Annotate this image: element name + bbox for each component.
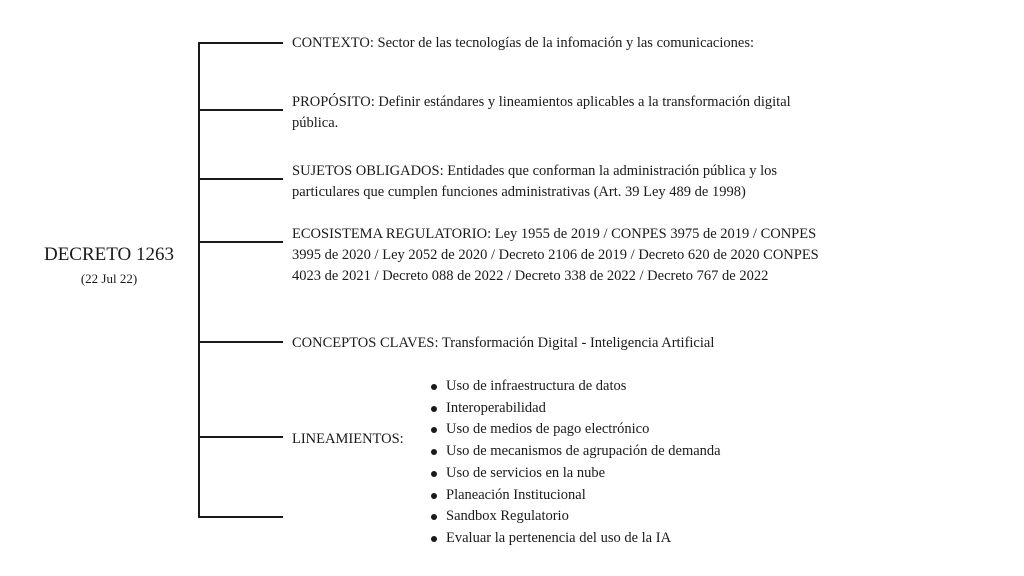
- decree-title-block: [30, 244, 188, 288]
- item-sujetos-obligados: [292, 161, 837, 203]
- item-ecosistema-regulatorio: [292, 224, 837, 287]
- list-item: Uso de mecanismos de agrupación de demanda: [430, 441, 721, 463]
- connector-line-proposito: [198, 109, 283, 111]
- lineamientos-list: [430, 376, 721, 550]
- item-text: Entidades que conforman la administración pública y los particulares que cumplen funciones administrativas (Art. 39 Ley 489 de 1998): [292, 163, 778, 200]
- list-item: Evaluar la pertenencia del uso de la IA: [430, 528, 721, 550]
- list-item: Uso de infraestructura de datos: [430, 376, 721, 398]
- item-label: ECOSISTEMA REGULATORIO:: [292, 226, 492, 242]
- item-contexto: [292, 33, 837, 54]
- item-lineamientos: [292, 429, 432, 450]
- list-item: Planeación Institucional: [430, 485, 721, 507]
- item-label: PROPÓSITO:: [292, 94, 375, 110]
- item-label: CONCEPTOS CLAVES:: [292, 335, 439, 351]
- item-proposito: [292, 92, 837, 134]
- item-label: LINEAMIENTOS:: [292, 431, 404, 447]
- item-text: Ley 1955 de 2019 / CONPES 3975 de 2019 / CONPES 3995 de 2020 / Ley 2052 de 2020 / Decreto 2106 de 2019 / Decreto 620 de 2020 CONPES 4023 de 2021 / Decreto 088 de 2022 / Decreto 338 de 2022 / Decreto 767 de 2022: [292, 226, 819, 284]
- list-item: Interoperabilidad: [430, 398, 721, 420]
- item-label: SUJETOS OBLIGADOS:: [292, 163, 444, 179]
- list-item: Uso de servicios en la nube: [430, 463, 721, 485]
- item-text: Sector de las tecnologías de la infomación y las comunicaciones:: [377, 35, 755, 51]
- connector-line-lineamientos: [198, 436, 283, 438]
- connector-line-ecosistema: [198, 241, 283, 243]
- bracket-vertical-line: [198, 42, 200, 518]
- connector-line-sujetos: [198, 178, 283, 180]
- list-item: Sandbox Regulatorio: [430, 506, 721, 528]
- item-text: Definir estándares y lineamientos aplicables a la transformación digital pública.: [292, 94, 791, 131]
- decree-date: (22 Jul 22): [80, 271, 138, 286]
- connector-line-bottom: [198, 516, 283, 518]
- list-item: Uso de medios de pago electrónico: [430, 419, 721, 441]
- item-text: Transformación Digital - Inteligencia Artificial: [441, 335, 715, 351]
- decree-title: DECRETO 1263: [43, 244, 174, 265]
- connector-line-contexto: [198, 42, 283, 44]
- item-label: CONTEXTO:: [292, 35, 374, 51]
- connector-line-conceptos: [198, 341, 283, 343]
- item-conceptos-claves: [292, 333, 837, 354]
